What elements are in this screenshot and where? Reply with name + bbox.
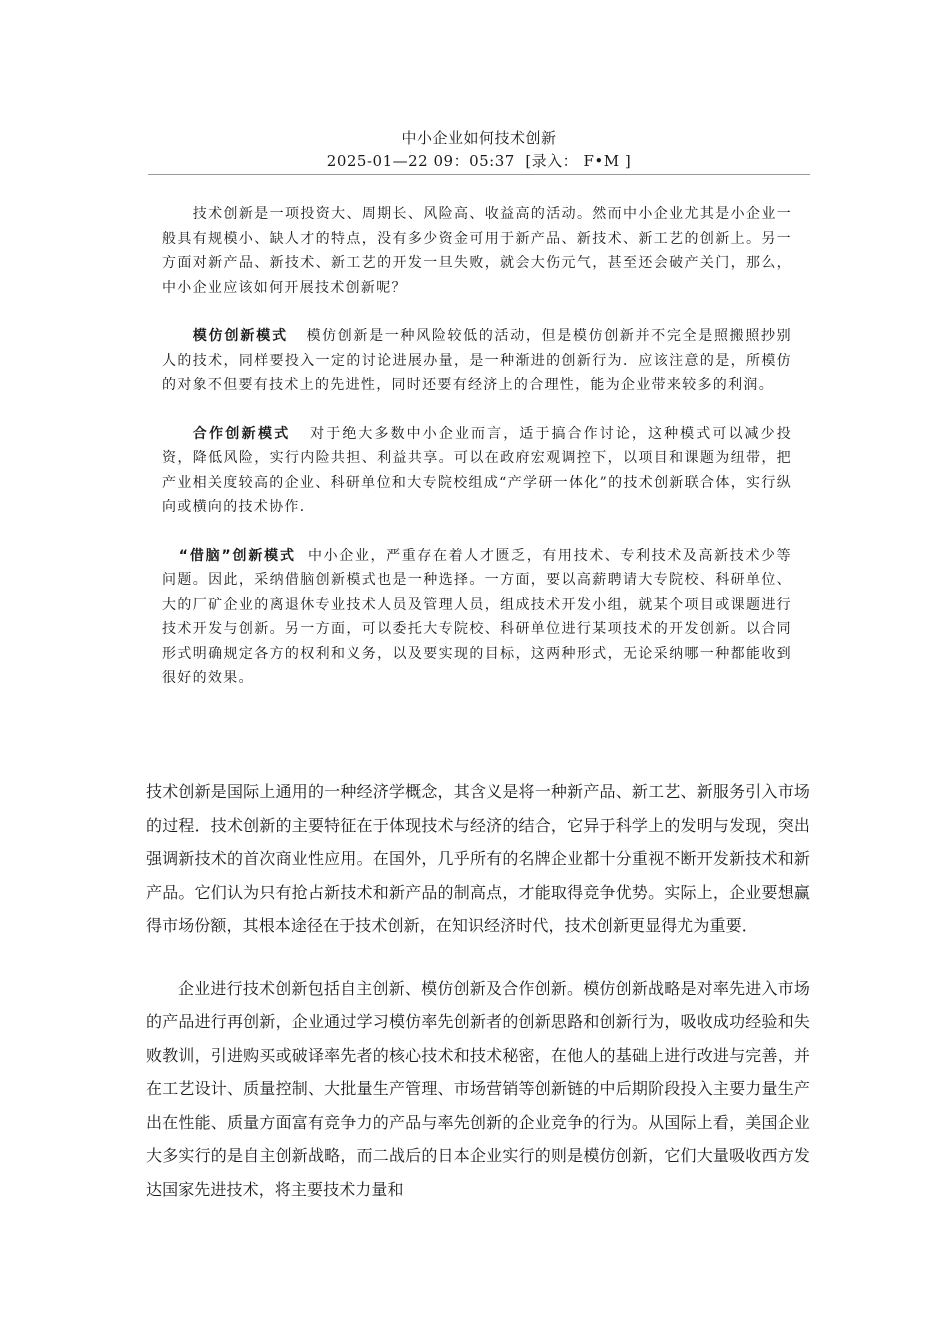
mode-borrowed-brain <box>162 544 792 691</box>
mode-heading: 合作创新模式 <box>192 425 291 442</box>
body-paragraph: 技术创新是国际上通用的一种经济学概念，其含义是将一种新产品、新工艺、新服务引入市场的过程．技术创新的主要特征在于体现技术与经济的结合，它异于科学上的发明与发现，突出强调新技术的首次商业性应用。在国外，几乎所有的名牌企业都十分重视不断开发新技术和新产品。它们认为只有抢占新技术和新产品的制高点，才能取得竞争优势。实际上，企业要想赢得市场份额，其根本途径在于技术创新，在知识经济时代，技术创新更显得尤为重要． <box>146 782 810 935</box>
article-meta: 2025-01—22 09：05:37 [录入： F•M ] <box>326 152 632 170</box>
article-header <box>148 126 810 172</box>
body-paragraph: 企业进行技术创新包括自主创新、模仿创新及合作创新。模仿创新战略是对率先进入市场的产品进行再创新，企业通过学习模仿率先创新者的创新思路和创新行为，吸收成功经验和失败教训，引进购买或破译率先者的核心技术和技术秘密，在他人的基础上进行改进与完善，并在工艺设计、质量控制、大批量生产管理、市场营销等创新链的中后期阶段投入主要力量生产出在性能、质量方面富有竞争力的产品与率先创新的企业竞争的行为。从国际上看，美国企业大多实行的是自主创新战略，而二战后的日本企业实行的则是模仿创新，它们大量吸收西方发达国家先进技术，将主要技术力量和 <box>146 978 810 1199</box>
header-divider <box>148 174 810 175</box>
mode-imitation <box>162 324 792 398</box>
summary-section <box>162 202 792 715</box>
mode-text: 模仿创新是一种风险较低的活动，但是模仿创新并不完全是照搬照抄别人的技术，同样要投入一定的讨论进展办量，是一种渐进的创新行为．应该注意的是，所模仿的对象不但要有技术上的先进性，同时还要有经济上的合理性，能为企业带来较多的利润。 <box>162 328 792 393</box>
summary-intro: 技术创新是一项投资大、周期长、风险高、收益高的活动。然而中小企业尤其是小企业一般具有规模小、缺人才的特点，没有多少资金可用于新产品、新技术、新工艺的创新上。另一方面对新产品、新技术、新工艺的开发一旦失败，就会大伤元气，甚至还会破产关门，那么，中小企业应该如何开展技术创新呢？ <box>162 206 792 296</box>
mode-heading: 模仿创新模式 <box>192 328 289 344</box>
mode-cooperation <box>162 422 792 520</box>
mode-heading: “借脑”创新模式 <box>178 547 296 564</box>
body-section <box>146 775 810 1235</box>
article-title: 中小企业如何技术创新 <box>401 129 557 147</box>
mode-text: 对于绝大多数中小企业而言，适于搞合作讨论，这种模式可以减少投资，降低风险，实行内险共担、利益共享。可以在政府宏观调控下，以项目和课题为纽带，把产业相关度较高的企业、科研单位和大专院校组成“产学研一体化”的技术创新联合体，实行纵向或横向的技术协作． <box>162 425 793 515</box>
mode-text: 中小企业，严重存在着人才匮乏，有用技术、专利技术及高新技术少等问题。因此，采纳借脑创新模式也是一种选择。一方面，要以高薪聘请大专院校、科研单位、大的厂矿企业的离退休专业技术人员及管理人员，组成技术开发小组，就某个项目或课题进行技术开发与创新。另一方面，可以委托大专院校、科研单位进行某项技术的开发创新。以合同形式明确规定各方的权利和义务，以及要实现的目标，这两种形式，无论采纳哪一种都能收到很好的效果。 <box>162 547 792 686</box>
